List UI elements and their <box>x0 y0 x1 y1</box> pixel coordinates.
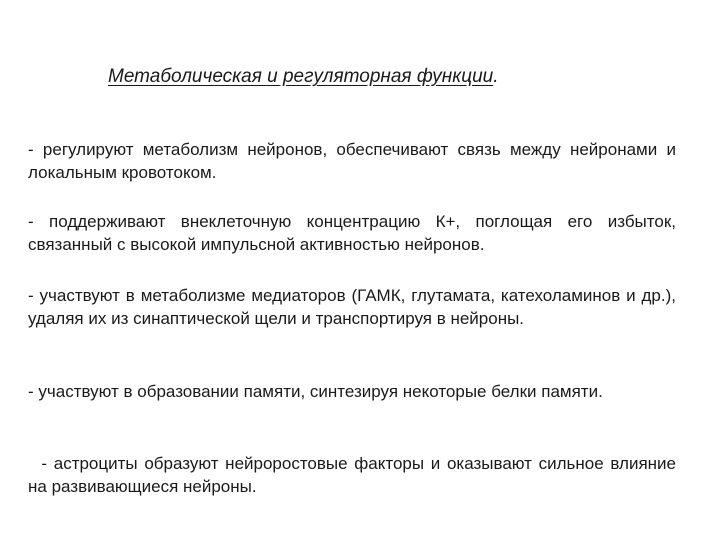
slide-title <box>108 66 499 88</box>
paragraph-growth-factors: - астроциты образуют нейроростовые факторы и оказывают сильное влияние на развивающиеся нейроны. <box>28 454 681 496</box>
paragraph-memory-formation: - участвуют в образовании памяти, синтезируя некоторые белки памяти. <box>28 382 603 401</box>
paragraph-metabolism-regulation: - регулируют метаболизм нейронов, обеспечивают связь между нейронами и локальным кровотоком. <box>28 140 676 182</box>
title-text: Метаболическая и регуляторная функции <box>108 66 494 87</box>
paragraph-mediator-metabolism: - участвуют в метаболизме медиаторов (ГАМК, глутамата, катехоламинов и др.), удаляя их из синаптической щели и транспортируя в нейроны. <box>28 286 676 328</box>
paragraph-potassium-concentration: - поддерживают внеклеточную концентрацию К+, поглощая его избыток, связанный с высокой импульсной активностью нейронов. <box>28 212 676 254</box>
title-period: . <box>493 66 499 87</box>
